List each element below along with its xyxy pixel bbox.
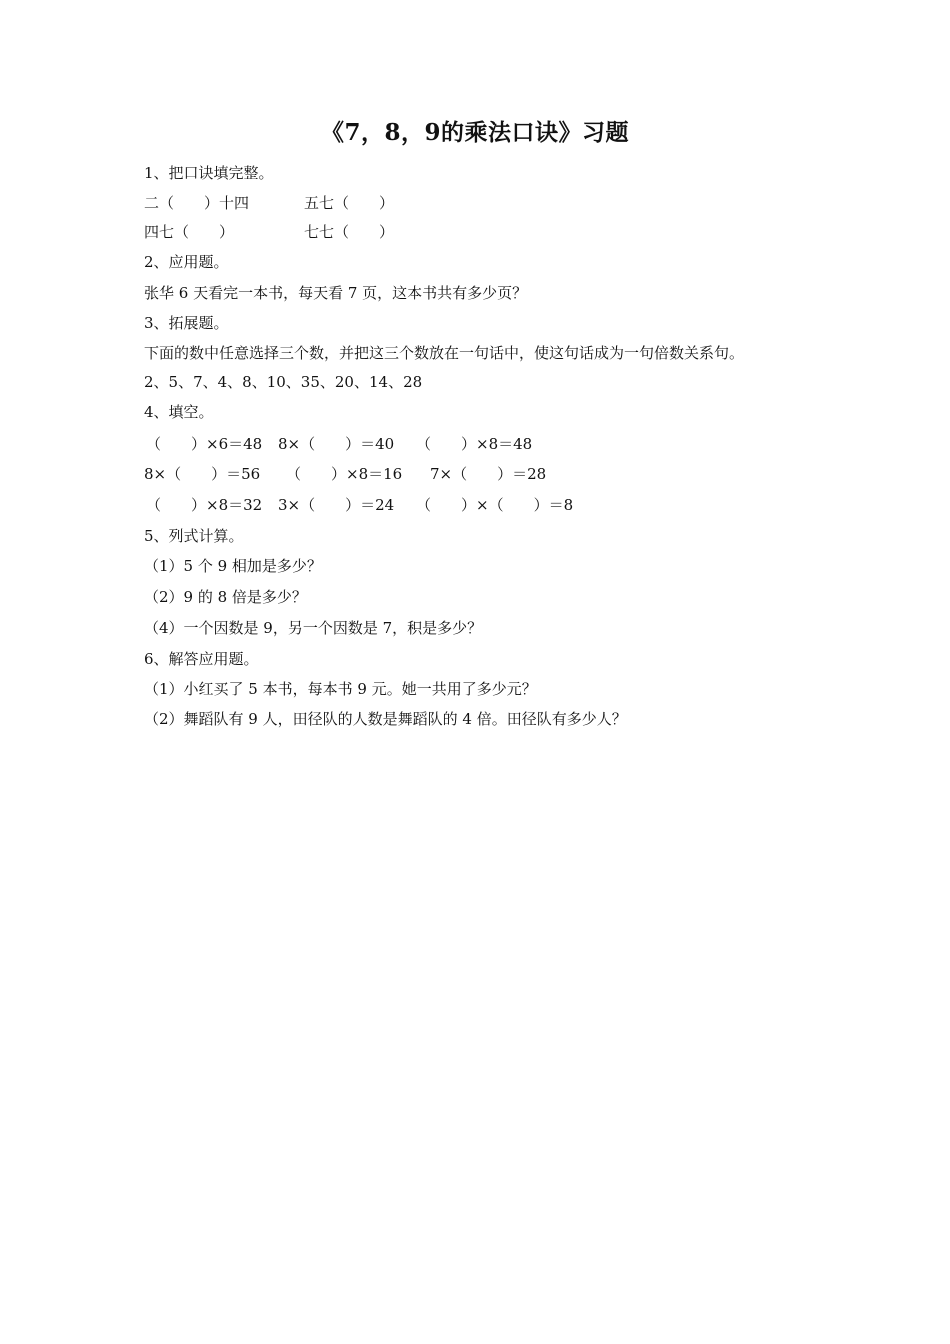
q2-heading: 2、应用题。 xyxy=(144,253,229,271)
q4-item-3: （ ）×8＝48 xyxy=(416,435,533,453)
q5-item-3: （4）一个因数是 9，另一个因数是 7，积是多少？ xyxy=(144,619,483,637)
q1-blank-2: 五七（ ） xyxy=(304,194,395,212)
q3-heading: 3、拓展题。 xyxy=(144,314,229,332)
q1-blank-3: 四七（ ） xyxy=(144,223,235,241)
q3-text: 下面的数中任意选择三个数，并把这三个数放在一句话中，使这句话成为一句倍数关系句。 xyxy=(144,344,745,362)
q4-item-6: 7×（ ）＝28 xyxy=(430,465,547,483)
q4-item-7: （ ）×8＝32 xyxy=(146,496,263,514)
q6-heading: 6、解答应用题。 xyxy=(144,650,259,668)
q4-item-2: 8×（ ）＝40 xyxy=(278,435,395,453)
q1-heading: 1、把口诀填完整。 xyxy=(144,164,274,182)
q4-item-8: 3×（ ）＝24 xyxy=(278,496,395,514)
q2-text: 张华 6 天看完一本书，每天看 7 页，这本书共有多少页？ xyxy=(144,284,528,302)
q5-heading: 5、列式计算。 xyxy=(144,527,244,545)
q6-item-2: （2）舞蹈队有 9 人，田径队的人数是舞蹈队的 4 倍。田径队有多少人？ xyxy=(144,710,627,728)
page-title: 《7，8，9的乘法口诀》习题 xyxy=(320,119,629,146)
q5-item-2: （2）9 的 8 倍是多少？ xyxy=(144,588,307,606)
q4-item-4: 8×（ ）＝56 xyxy=(144,465,261,483)
q6-item-1: （1）小红买了 5 本书，每本书 9 元。她一共用了多少元？ xyxy=(144,680,537,698)
q4-item-1: （ ）×6＝48 xyxy=(146,435,263,453)
q1-blank-1: 二（ ）十四 xyxy=(144,194,250,212)
q1-blank-4: 七七（ ） xyxy=(304,223,395,241)
q3-numbers: 2、5、7、4、8、10、35、20、14、28 xyxy=(144,373,423,391)
q5-item-1: （1）5 个 9 相加是多少？ xyxy=(144,557,322,575)
q4-heading: 4、填空。 xyxy=(144,403,214,421)
q4-item-5: （ ）×8＝16 xyxy=(286,465,403,483)
q4-item-9: （ ）×（ ）＝8 xyxy=(416,496,574,514)
